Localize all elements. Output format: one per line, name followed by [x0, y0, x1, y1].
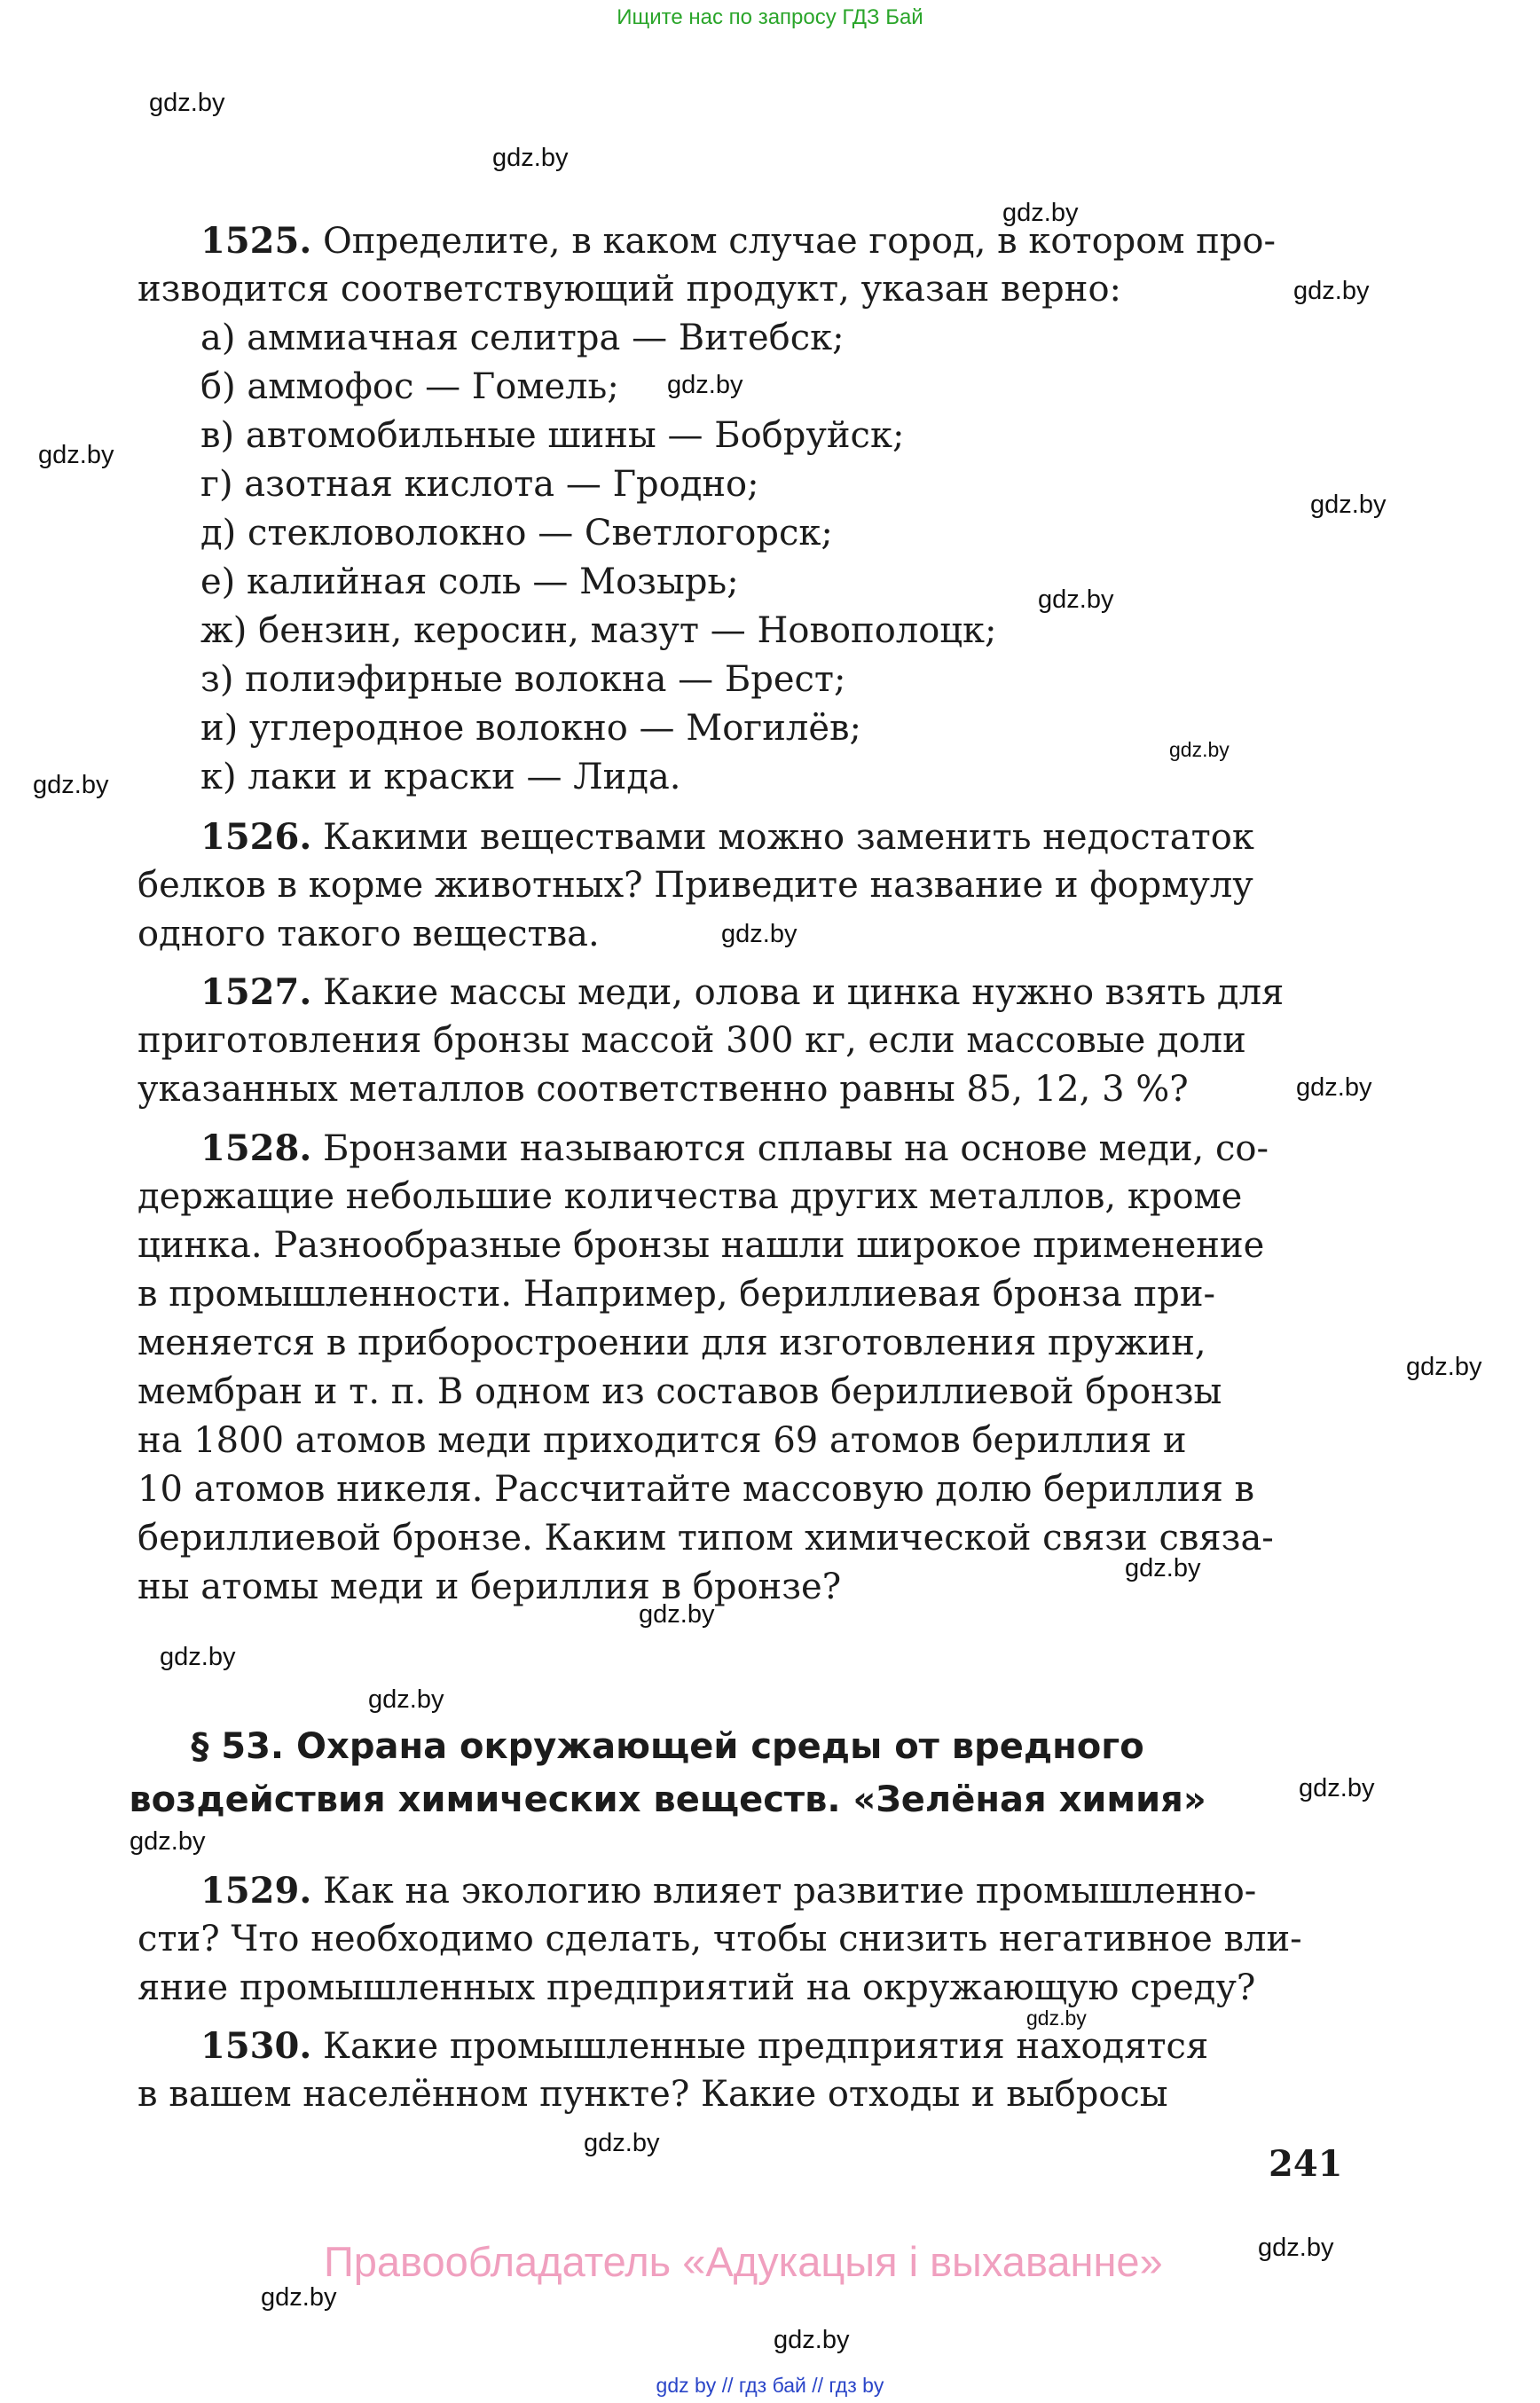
answer-option: б) аммофос — Гомель;: [200, 366, 619, 407]
problem-number: 1527.: [200, 971, 312, 1013]
problem-1528-line: держащие небольшие количества других металлов, кроме: [138, 1176, 1243, 1217]
answer-option: в) автомобильные шины — Бобруйск;: [200, 415, 905, 456]
watermark: gdz.by: [1293, 277, 1370, 305]
watermark: gdz.by: [584, 2129, 660, 2157]
problem-1528-line: мембран и т. п. В одном из составов бериллиевой бронзы: [138, 1371, 1222, 1412]
watermark: gdz.by: [1296, 1073, 1372, 1102]
answer-option: е) калийная соль — Мозырь;: [200, 561, 739, 602]
copyright-notice: Правообладатель «Адукацыя і выхаванне»: [324, 2238, 1163, 2285]
answer-option: к) лаки и краски — Лида.: [200, 757, 681, 797]
watermark: gdz.by: [639, 1600, 715, 1629]
problem-1528-line: на 1800 атомов меди приходится 69 атомов бериллия и: [138, 1420, 1187, 1461]
answer-option: ж) бензин, керосин, мазут — Новополоцк;: [200, 610, 997, 651]
header-note: Ищите нас по запросу ГДЗ Бай: [617, 5, 923, 29]
watermark: gdz.by: [33, 771, 109, 799]
problem-1530-line: в вашем населённом пункте? Какие отходы и выбросы: [138, 2074, 1168, 2115]
problem-1528-line: меняется в приборостроении для изготовления пружин,: [138, 1323, 1206, 1363]
watermark: gdz.by: [149, 89, 225, 117]
problem-number: 1530.: [200, 2025, 312, 2067]
watermark: gdz.by: [1169, 738, 1230, 761]
problem-1527-line: 1527. Какие массы меди, олова и цинка нужно взять для: [200, 971, 1285, 1013]
problem-1526-line: одного такого вещества.: [138, 914, 600, 954]
watermark: gdz.by: [1406, 1353, 1482, 1381]
answer-option: д) стекловолокно — Светлогорск;: [200, 513, 833, 554]
answer-option: а) аммиачная селитра — Витебск;: [200, 318, 845, 358]
problem-1525-line: изводится соответствующий продукт, указан верно:: [138, 269, 1122, 310]
answer-option: и) углеродное волокно — Могилёв;: [200, 708, 861, 749]
problem-1528-line: цинка. Разнообразные бронзы нашли широкое применение: [138, 1225, 1265, 1266]
problem-1528-line: в промышленности. Например, бериллиевая бронза при-: [138, 1274, 1216, 1315]
problem-1529-line: 1529. Как на экологию влияет развитие промышленно-: [200, 1870, 1257, 1912]
problem-number: 1529.: [200, 1870, 312, 1912]
problem-number: 1525.: [200, 220, 312, 262]
problem-1526-line: белков в корме животных? Приведите название и формулу: [138, 865, 1253, 906]
answer-option: г) азотная кислота — Гродно;: [200, 464, 759, 505]
watermark: gdz.by: [774, 2326, 850, 2354]
problem-1528-line: бериллиевой бронзе. Каким типом химической связи связа-: [138, 1518, 1274, 1559]
problem-1529-line: сти? Что необходимо сделать, чтобы снизить негативное вли-: [138, 1919, 1302, 1959]
problem-1530-line: 1530. Какие промышленные предприятия находятся: [200, 2025, 1209, 2067]
watermark: gdz.by: [1299, 1774, 1375, 1802]
problem-1529-line: яние промышленных предприятий на окружающую среду?: [138, 1967, 1256, 2008]
problem-1528-line: 10 атомов никеля. Рассчитайте массовую долю бериллия в: [138, 1469, 1255, 1510]
watermark: gdz.by: [1026, 2006, 1087, 2030]
problem-1526-line: 1526. Какими веществами можно заменить недостаток: [200, 816, 1254, 858]
footer-links[interactable]: gdz by // гдз бай // гдз by: [656, 2374, 884, 2397]
problem-number: 1528.: [200, 1127, 312, 1169]
page-number: 241: [1269, 2143, 1343, 2185]
watermark: gdz.by: [160, 1643, 236, 1671]
watermark: gdz.by: [130, 1827, 206, 1856]
problem-1528-line: 1528. Бронзами называются сплавы на основе меди, со-: [200, 1127, 1269, 1169]
problem-1528-line: ны атомы меди и бериллия в бронзе?: [138, 1567, 842, 1607]
watermark: gdz.by: [261, 2283, 337, 2312]
watermark: gdz.by: [1125, 1554, 1201, 1582]
watermark: gdz.by: [1258, 2234, 1334, 2262]
section-title: § 53. Охрана окружающей среды от вредного: [191, 1726, 1144, 1767]
problem-1525-line: 1525. Определите, в каком случае город, в котором про-: [200, 220, 1277, 262]
watermark: gdz.by: [368, 1685, 444, 1714]
watermark: gdz.by: [721, 920, 798, 948]
problem-1527-line: указанных металлов соответственно равны 85, 12, 3 %?: [138, 1069, 1189, 1110]
watermark: gdz.by: [667, 371, 743, 399]
watermark: gdz.by: [1038, 585, 1114, 614]
answer-option: з) полиэфирные волокна — Брест;: [200, 659, 846, 700]
watermark: gdz.by: [1310, 491, 1387, 519]
problem-number: 1526.: [200, 816, 312, 858]
watermark: gdz.by: [38, 441, 114, 469]
problem-1527-line: приготовления бронзы массой 300 кг, если массовые доли: [138, 1020, 1246, 1061]
watermark: gdz.by: [492, 144, 569, 172]
watermark: gdz.by: [1002, 199, 1079, 227]
section-title: воздействия химических веществ. «Зелёная химия»: [129, 1779, 1206, 1820]
